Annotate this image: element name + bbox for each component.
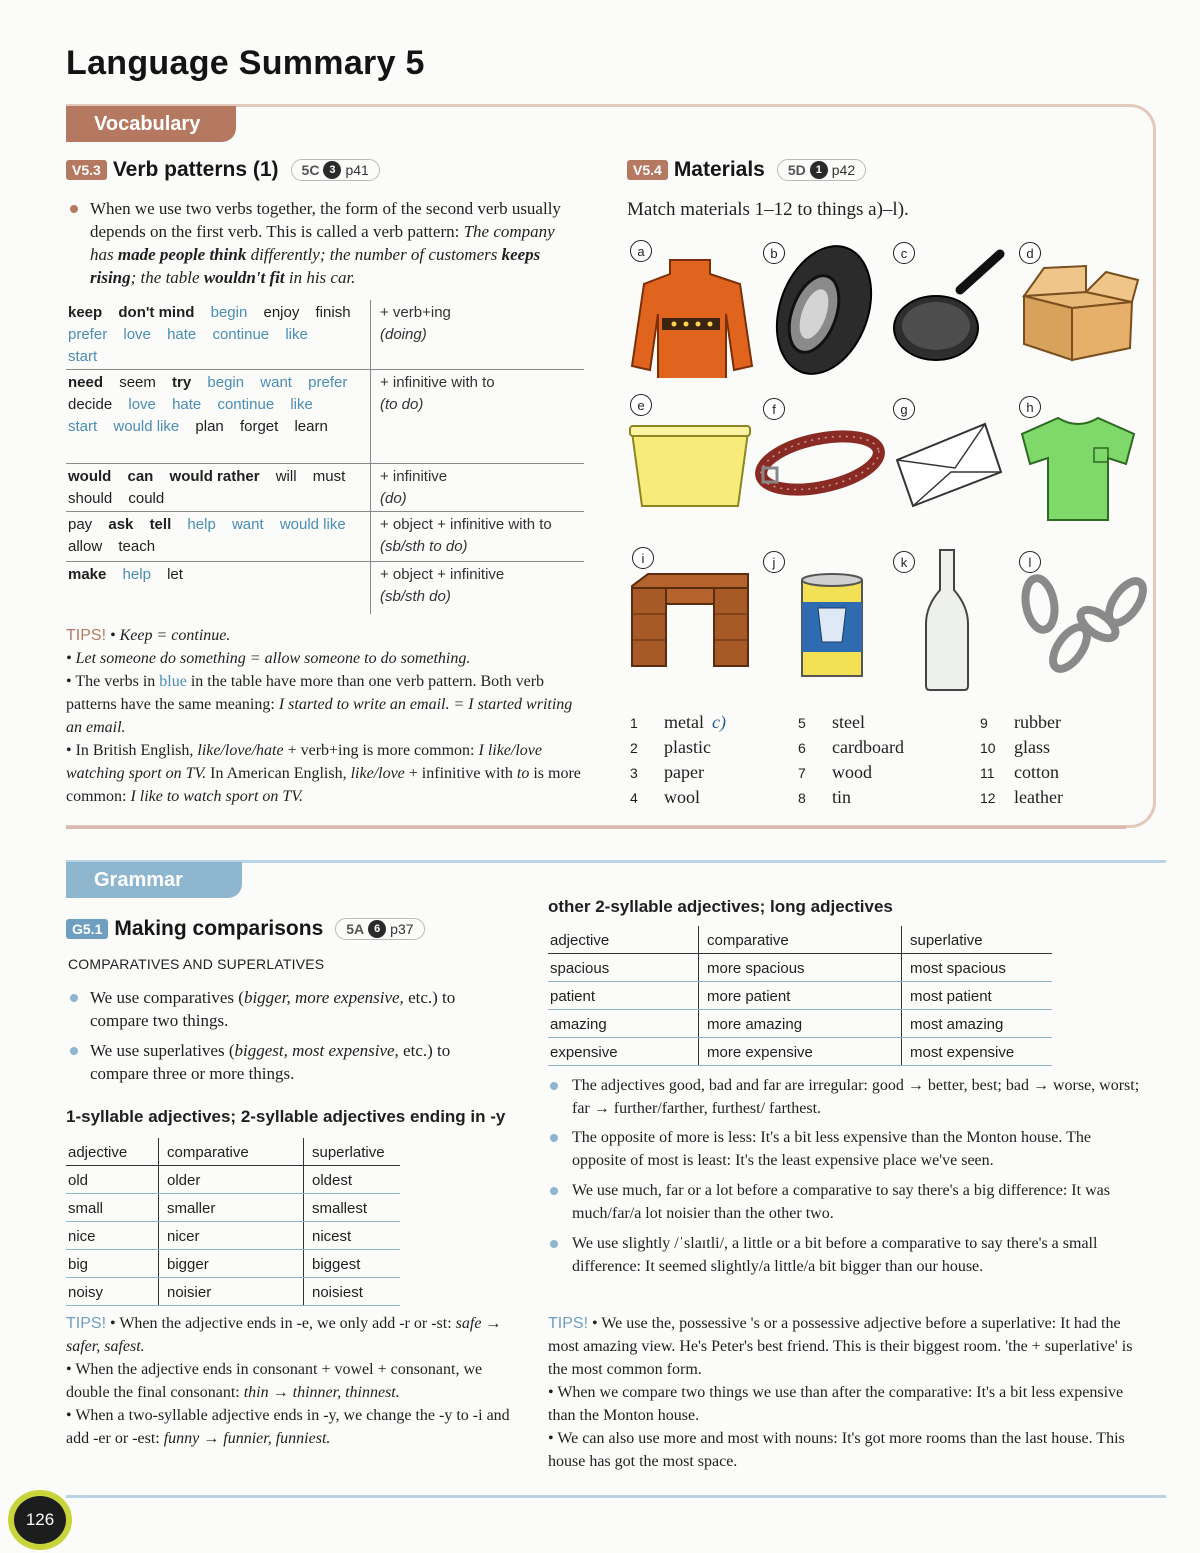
letter-e: e — [630, 394, 652, 416]
tyre-image — [762, 238, 882, 378]
tip-keep: • Keep = continue. — [110, 627, 231, 644]
g51-bullet-superlatives: We use superlatives (biggest, most expensive, etc.) to compare three or more things. — [90, 1041, 451, 1083]
table-cell: bigger — [159, 1250, 304, 1278]
material-number: 1 — [630, 715, 638, 731]
table-row — [66, 1278, 400, 1306]
v53-code: V5.3 — [66, 160, 107, 180]
table-cell: noisier — [159, 1278, 304, 1306]
grammar-bottom-rule — [66, 1495, 1166, 1498]
verb-pattern-row — [66, 562, 584, 614]
verb-word: want — [231, 516, 264, 533]
material-answer: c) — [711, 712, 726, 732]
verb-word: pay — [68, 516, 93, 533]
verb-word: help — [187, 516, 216, 533]
letter-i: i — [632, 547, 654, 569]
letter-c: c — [893, 242, 915, 264]
v53-heading — [66, 158, 380, 182]
table-header-cell: comparative — [159, 1138, 304, 1166]
material-item — [980, 710, 1061, 736]
table-cell: smallest — [304, 1194, 401, 1222]
bullet-icon — [70, 1047, 78, 1055]
verb-word: start — [68, 348, 98, 365]
table-row — [66, 1250, 400, 1278]
tips-label: TIPS! — [548, 1315, 589, 1332]
wooden-desk-image — [628, 570, 752, 670]
vocabulary-divider — [66, 826, 1126, 829]
v53-ref-code: 5C — [301, 162, 320, 178]
table-header-cell: adjective — [548, 926, 699, 954]
table-cell: more amazing — [699, 1010, 902, 1038]
table-cell: old — [66, 1166, 159, 1194]
g51-heading — [66, 917, 425, 941]
verb-word: love — [128, 396, 156, 413]
material-number: 11 — [980, 765, 995, 781]
rule-less-least: The opposite of more is less: It's a bit less expensive than the Monton house. The opposite of most is least: It's the least expensive place we've seen. — [572, 1129, 1091, 1169]
verb-word: don't mind — [118, 304, 195, 321]
table-row — [66, 1222, 400, 1250]
table-cell: smaller — [159, 1194, 304, 1222]
table-cell: more patient — [699, 982, 902, 1010]
table-row — [548, 954, 1052, 982]
vocabulary-tab: Vocabulary — [66, 106, 236, 142]
g51-bullet-comparatives: We use comparatives (bigger, more expensive, etc.) to compare two things. — [90, 988, 456, 1030]
v54-code: V5.4 — [627, 160, 668, 180]
v54-ref-num: 1 — [810, 161, 828, 179]
verb-word: help — [122, 566, 151, 583]
letter-l: l — [1019, 551, 1041, 573]
table-header-cell: superlative — [902, 926, 1053, 954]
material-word: cotton — [1014, 762, 1059, 782]
verb-pattern: + infinitive — [380, 468, 448, 485]
verb-word: learn — [294, 418, 328, 435]
material-item — [798, 710, 865, 736]
verb-word: would like — [113, 418, 180, 435]
short-adjectives-table — [66, 1138, 400, 1306]
table-divider — [370, 512, 371, 561]
verb-word: forget — [239, 418, 279, 435]
verb-pattern: + object + infinitive — [380, 566, 505, 583]
material-number: 6 — [798, 740, 806, 756]
material-word: plastic — [664, 737, 711, 757]
grammar-tab: Grammar — [66, 862, 242, 898]
table-divider — [370, 562, 371, 614]
verb-word: start — [68, 418, 98, 435]
envelope-image — [893, 420, 1005, 510]
verb-word: prefer — [308, 374, 348, 391]
table-cell: spacious — [548, 954, 699, 982]
bullet-icon — [70, 994, 78, 1002]
g51-right-tips: TIPS! • We use the, possessive 's or a possessive adjective before a superlative: It had the most amazing view. He's Peter's best friend. This is their biggest room. 'the + superlative' is the most common form. • When we compare two things we use than after the comparative: It's a bit less expensive than the Monton house. • We can also use more and most with nouns: It's got more rooms than the last house. This house has got the most space. — [548, 1315, 1133, 1470]
frying-pan-image — [890, 248, 1010, 368]
g51-ref-num: 6 — [368, 920, 386, 938]
table-header-row — [548, 926, 1052, 954]
plastic-tub-image — [628, 418, 752, 510]
verb-word: will — [275, 468, 297, 485]
letter-h: h — [1019, 396, 1041, 418]
verb-word: teach — [118, 538, 156, 555]
tip-british: • In British English, like/love/hate + verb+ing is more common: I like/love watching sport on TV. In American English, like/love + infinitive with to is more common: I like to watch sport on TV. — [66, 742, 581, 805]
verb-word: would like — [279, 516, 346, 533]
table-cell: nicer — [159, 1222, 304, 1250]
v54-title: Materials — [673, 158, 765, 181]
verb-pattern-example: (sb/sth do) — [380, 588, 451, 605]
tip-blue: • The verbs in blue in the table have more than one verb pattern. Both verb patterns have the same meaning: I started to write an email. = I started writing an email. — [66, 673, 573, 736]
g51-caps-heading: COMPARATIVES AND SUPERLATIVES — [68, 956, 325, 972]
table-cell: most patient — [902, 982, 1053, 1010]
v54-reference — [777, 159, 866, 181]
verb-word: finish — [315, 304, 351, 321]
v53-ref-num: 3 — [323, 161, 341, 179]
g51-ref-page: p37 — [390, 921, 414, 937]
t-shirt-image — [1014, 414, 1142, 524]
table-cell: noisiest — [304, 1278, 401, 1306]
material-number: 8 — [798, 790, 806, 806]
verb-word: hate — [167, 326, 197, 343]
verb-word: enjoy — [263, 304, 300, 321]
verb-word: would — [68, 468, 112, 485]
letter-f: f — [763, 398, 785, 420]
material-word: rubber — [1014, 712, 1061, 732]
table-row — [66, 1194, 400, 1222]
table-header-cell: adjective — [66, 1138, 159, 1166]
v53-title: Verb patterns (1) — [112, 158, 279, 181]
verb-pattern-row — [66, 300, 584, 370]
v53-ref-page: p41 — [345, 162, 369, 178]
rule-big-difference: We use much, far or a lot before a comparative to say there's a big difference: It was much/far/a lot noisier than the other two. — [572, 1182, 1110, 1222]
verb-word: prefer — [68, 326, 108, 343]
v54-ref-page: p42 — [831, 162, 856, 178]
table-header-row — [66, 1138, 400, 1166]
table-row — [548, 982, 1052, 1010]
material-word: tin — [832, 787, 852, 807]
material-number: 4 — [630, 790, 638, 806]
material-word: metal — [664, 712, 704, 732]
material-number: 3 — [630, 765, 638, 781]
steel-chain-image — [1014, 574, 1148, 684]
letter-g: g — [893, 398, 915, 420]
verb-pattern-row — [66, 370, 584, 464]
v53-example: The company has made people think differently; the number of customers keeps rising; the table wouldn't fit in his car. — [90, 222, 555, 287]
material-item — [630, 735, 711, 761]
table-cell: nicest — [304, 1222, 401, 1250]
material-word: paper — [664, 762, 704, 782]
table-cell: most spacious — [902, 954, 1053, 982]
material-item — [630, 785, 700, 811]
material-item — [798, 760, 872, 786]
material-number: 12 — [980, 790, 996, 806]
letter-b: b — [763, 242, 785, 264]
cardboard-box-image — [1014, 262, 1140, 362]
material-word: steel — [832, 712, 865, 732]
page-number: 126 — [14, 1496, 66, 1544]
material-word: wood — [832, 762, 872, 782]
material-number: 7 — [798, 765, 806, 781]
material-item — [798, 735, 904, 761]
table-cell: most expensive — [902, 1038, 1053, 1066]
tip-let: • Let someone do something = allow someone to do something. — [66, 650, 471, 667]
verb-word: let — [167, 566, 183, 583]
verb-word: can — [127, 468, 154, 485]
material-number: 10 — [980, 740, 996, 756]
verb-pattern-example: (do) — [380, 490, 407, 507]
material-item — [980, 735, 1050, 761]
letter-a: a — [630, 240, 652, 262]
verb-pattern: + verb+ing — [380, 304, 451, 321]
table-header-cell: superlative — [304, 1138, 401, 1166]
verb-word: could — [128, 490, 165, 507]
glass-bottle-image — [924, 548, 970, 692]
verb-pattern: + object + infinitive with to — [380, 516, 552, 533]
verb-word: need — [68, 374, 104, 391]
page-title: Language Summary 5 — [66, 44, 425, 82]
letter-j: j — [763, 551, 785, 573]
leather-belt-image — [755, 428, 885, 498]
table-cell: older — [159, 1166, 304, 1194]
verb-pattern-table — [66, 300, 584, 614]
table-row — [66, 1166, 400, 1194]
subheading-long-adjectives: other 2-syllable adjectives; long adjectives — [548, 897, 893, 916]
verb-word: continue — [212, 326, 270, 343]
verb-pattern-example: (doing) — [380, 326, 427, 343]
bullet-icon — [70, 205, 78, 213]
material-item — [980, 760, 1059, 786]
verb-word: begin — [207, 374, 245, 391]
verb-word: continue — [217, 396, 275, 413]
v53-tips — [66, 624, 581, 808]
verb-word: allow — [68, 538, 103, 555]
table-row — [548, 1038, 1052, 1066]
material-word: leather — [1014, 787, 1063, 807]
material-item — [630, 710, 726, 736]
table-cell: amazing — [548, 1010, 699, 1038]
table-cell: oldest — [304, 1166, 401, 1194]
rule-irregular: The adjectives good, bad and far are irregular: good → better, best; bad → worse, worst; far → further/farther, furthest/ farthest. — [572, 1077, 1140, 1117]
material-word: glass — [1014, 737, 1050, 757]
tin-can-image — [798, 572, 866, 682]
verb-word: begin — [210, 304, 248, 321]
letter-d: d — [1019, 242, 1041, 264]
verb-word: would rather — [169, 468, 260, 485]
material-word: wool — [664, 787, 700, 807]
verb-word: tell — [149, 516, 172, 533]
table-divider — [370, 370, 371, 463]
verb-pattern-row — [66, 464, 584, 512]
g51-title: Making comparisons — [114, 917, 324, 940]
table-cell: patient — [548, 982, 699, 1010]
verb-word: should — [68, 490, 113, 507]
v54-instruction: Match materials 1–12 to things a)–l). — [627, 199, 909, 220]
verb-pattern-example: (to do) — [380, 396, 424, 413]
verb-word: love — [123, 326, 151, 343]
table-cell: big — [66, 1250, 159, 1278]
table-divider — [370, 300, 371, 369]
verb-word: ask — [108, 516, 134, 533]
material-word: cardboard — [832, 737, 904, 757]
v53-bullet — [90, 197, 580, 289]
verb-pattern-row — [66, 512, 584, 562]
bullet-icon — [550, 1187, 558, 1195]
subheading-short-adjectives: 1-syllable adjectives; 2-syllable adjectives ending in -y — [66, 1107, 506, 1126]
verb-word: hate — [172, 396, 202, 413]
tips-label: TIPS! — [66, 627, 107, 644]
table-cell: more expensive — [699, 1038, 902, 1066]
bullet-icon — [550, 1082, 558, 1090]
verb-word: make — [68, 566, 107, 583]
material-item — [798, 785, 851, 811]
g51-code: G5.1 — [66, 919, 108, 939]
table-cell: nice — [66, 1222, 159, 1250]
material-item — [980, 785, 1063, 811]
table-cell: noisy — [66, 1278, 159, 1306]
verb-word: decide — [68, 396, 113, 413]
letter-k: k — [893, 551, 915, 573]
table-cell: small — [66, 1194, 159, 1222]
table-cell: expensive — [548, 1038, 699, 1066]
g51-left-tips: TIPS! • When the adjective ends in -e, we only add -r or -st: safe → safer, safest. • When the adjective ends in consonant + vowel + consonant, we double the final consonant: thin → thinner, thinnest. • When a two-syllable adjective ends in -y, we change the -y to -i and add -er or -est: funny → funnier, funniest. — [66, 1315, 510, 1447]
v53-reference — [291, 159, 380, 181]
verb-word: must — [312, 468, 346, 485]
v53-bullet-text: When we use two verbs together, the form of the second verb usually depends on the first verb. This is called a verb pattern: — [90, 199, 561, 241]
rule-small-difference: We use slightly /ˈslaɪtli/, a little or a bit before a comparative to say there's a small difference: It seemed slightly/a little/a bit bigger than our house. — [572, 1235, 1098, 1275]
material-number: 5 — [798, 715, 806, 731]
verb-word: seem — [119, 374, 156, 391]
material-number: 2 — [630, 740, 638, 756]
table-header-cell: comparative — [699, 926, 902, 954]
verb-word: want — [260, 374, 292, 391]
table-row — [548, 1010, 1052, 1038]
table-cell: biggest — [304, 1250, 401, 1278]
verb-word: like — [290, 396, 313, 413]
verb-word: plan — [195, 418, 224, 435]
tips-label: TIPS! — [66, 1315, 107, 1332]
bullet-icon — [550, 1240, 558, 1248]
sweater-image — [630, 248, 754, 378]
bullet-icon — [550, 1134, 558, 1142]
v54-ref-code: 5D — [787, 162, 806, 178]
verb-word: keep — [68, 304, 103, 321]
table-cell: most amazing — [902, 1010, 1053, 1038]
verb-pattern-example: (sb/sth to do) — [380, 538, 468, 555]
g51-reference — [335, 918, 424, 940]
table-cell: more spacious — [699, 954, 902, 982]
verb-word: try — [172, 374, 192, 391]
v54-heading — [627, 158, 866, 182]
material-number: 9 — [980, 715, 988, 731]
verb-word: like — [285, 326, 308, 343]
long-adjectives-table — [548, 926, 1052, 1066]
g51-ref-code: 5A — [346, 921, 365, 937]
material-item — [630, 760, 704, 786]
verb-pattern: + infinitive with to — [380, 374, 495, 391]
table-divider — [370, 464, 371, 511]
